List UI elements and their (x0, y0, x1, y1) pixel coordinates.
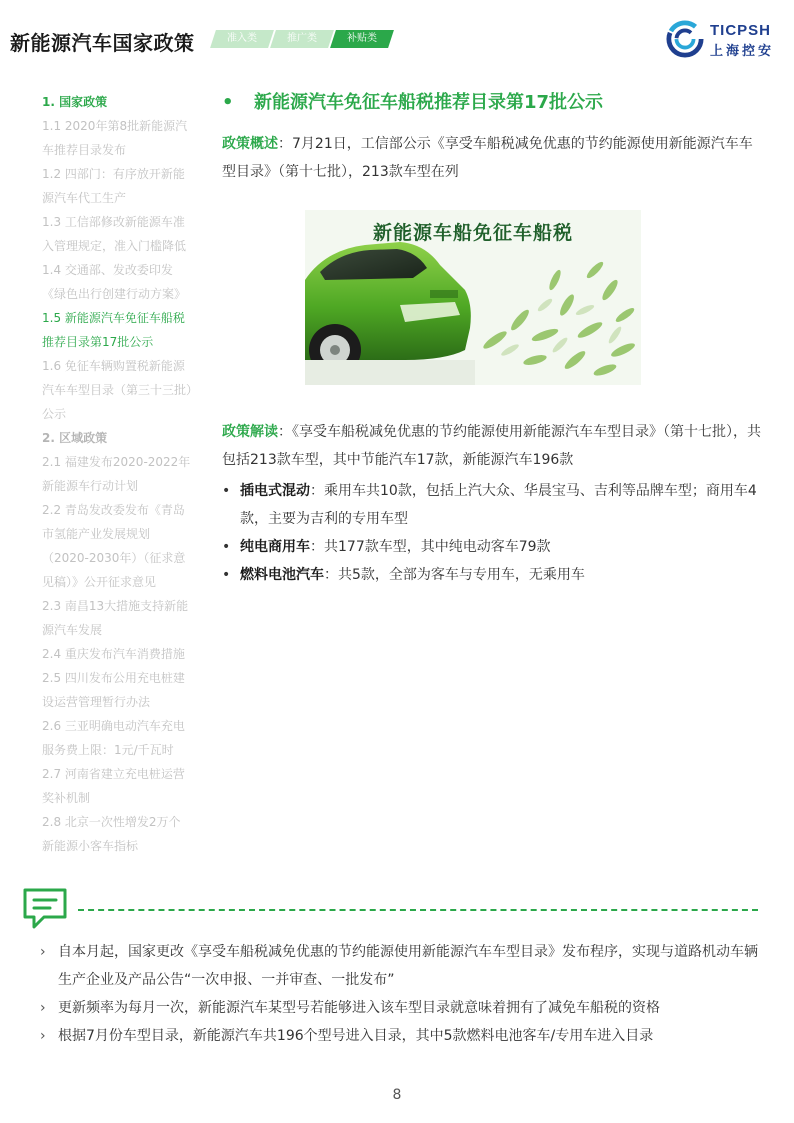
toc-item[interactable]: 入管理规定，准入门槛降低 (42, 239, 187, 253)
toc-item[interactable]: 服务费上限：1元/千瓦时 (42, 743, 174, 757)
note-text: 根据7月份车型目录，新能源汽车共196个型号进入目录，其中5款燃料电池客车/专用车进入目录 (58, 1028, 654, 1044)
list-item-label: 插电式混动 (240, 483, 310, 499)
toc-item[interactable]: 2.2 青岛发改委发布《青岛 (42, 503, 185, 517)
list-item-text: ：共177款车型，其中纯电动客车79款 (310, 539, 551, 555)
policy-overview (222, 130, 762, 186)
policy-interpretation (222, 418, 762, 474)
toc-item[interactable]: 新能源车行动计划 (42, 479, 139, 493)
chevron-right-icon: › (40, 944, 46, 960)
bullet-dot: • (222, 539, 231, 555)
toc-item[interactable]: 1.6 免征车辆购置税新能源 (42, 359, 185, 373)
toc-item[interactable]: 奖补机制 (42, 791, 91, 805)
toc-item[interactable]: 公示 (42, 407, 67, 421)
toc-item[interactable]: 1.1 2020年第8批新能源汽 (42, 119, 188, 133)
bullet-dot: • (222, 567, 231, 583)
section-heading (222, 88, 762, 118)
toc-item[interactable]: 2.1 福建发布2020-2022年 (42, 455, 191, 469)
toc-item[interactable]: 2.3 南昌13大措施支持新能 (42, 599, 189, 613)
toc-item-current[interactable]: 1.5 新能源汽车免征车船税 (42, 311, 185, 325)
toc-item[interactable]: 车推荐目录发布 (42, 143, 127, 157)
logo-swirl-icon (666, 20, 704, 58)
toc-item[interactable]: 1.3 工信部修改新能源车准 (42, 215, 185, 229)
table-of-contents (42, 90, 207, 858)
chevron-right-icon: › (40, 1028, 46, 1044)
tag-subsidy[interactable]: 补贴类 (330, 30, 394, 48)
tag-access[interactable]: 准入类 (210, 30, 274, 48)
overview-label: 政策概述 (222, 136, 278, 152)
car-illustration (305, 210, 641, 385)
category-tags (213, 30, 393, 48)
toc-item[interactable]: 2.4 重庆发布汽车消费措施 (42, 647, 185, 661)
toc-item[interactable]: 2.7 河南省建立充电桩运营 (42, 767, 185, 781)
dashed-divider (78, 909, 758, 911)
list-item (222, 533, 762, 561)
toc-item[interactable]: 2.6 三亚明确电动汽车充电 (42, 719, 185, 733)
tag-promotion[interactable]: 推广类 (270, 30, 334, 48)
toc-item[interactable]: 2.5 四川发布公用充电桩建 (42, 671, 185, 685)
note-text: 更新频率为每月一次，新能源汽车某型号若能够进入该车型目录就意味着拥有了减免车船税的资格 (58, 1000, 660, 1016)
list-item-text: ：共5款，全部为客车与专用车，无乘用车 (324, 567, 585, 583)
toc-section-national[interactable]: 1. 国家政策 (42, 95, 108, 109)
list-item-label: 燃料电池汽车 (240, 567, 324, 583)
interpretation-text: ：《享受车船税减免优惠的节约能源使用新能源汽车车型目录》（第十七批），共包括213款车型，其中节能汽车17款，新能源汽车196款 (222, 424, 761, 468)
toc-item[interactable]: （2020-2030年）（征求意 (42, 551, 186, 565)
note-item (40, 994, 760, 1022)
comment-icon (22, 887, 68, 931)
list-item-label: 纯电商用车 (240, 539, 310, 555)
heading-bullet: • (222, 92, 234, 113)
list-item-text: ：乘用车共10款，包括上汽大众、华晨宝马、吉利等品牌车型；商用车4款，主要为吉利的专用车型 (240, 483, 757, 527)
interpretation-label: 政策解读 (222, 424, 278, 440)
toc-item[interactable]: 设运营管理暂行办法 (42, 695, 151, 709)
toc-item[interactable]: 源汽车代工生产 (42, 191, 127, 205)
toc-item[interactable]: 1.2 四部门：有序放开新能 (42, 167, 185, 181)
toc-item[interactable]: 1.4 交通部、发改委印发 (42, 263, 173, 277)
toc-item[interactable]: 源汽车发展 (42, 623, 103, 637)
toc-item[interactable]: 市氢能产业发展规划 (42, 527, 151, 541)
toc-item[interactable]: 《绿色出行创建行动方案》 (42, 287, 187, 301)
toc-item[interactable]: 汽车车型目录（第三十三批） (42, 383, 199, 397)
company-logo (666, 20, 786, 60)
page-header (0, 0, 794, 80)
toc-item[interactable]: 见稿）》公开征求意见 (42, 575, 157, 589)
toc-item[interactable]: 2.8 北京一次性增发2万个 (42, 815, 181, 829)
note-text: 自本月起，国家更改《享受车船税减免优惠的节约能源使用新能源汽车车型目录》发布程序，实现与道路机动车辆生产企业及产品公告“一次申报、一并审查、一批发布” (58, 944, 758, 988)
logo-text-en: TICPSH (710, 22, 772, 39)
notes-list (40, 938, 760, 1050)
page-number: 8 (392, 1087, 402, 1103)
bullet-dot: • (222, 483, 231, 499)
main-content (222, 88, 762, 186)
overview-text: ：7月21日，工信部公示《享受车船税减免优惠的节约能源使用新能源汽车车型目录》（第十七批），213款车型在列 (222, 136, 753, 180)
chevron-right-icon: › (40, 1000, 46, 1016)
toc-item-current[interactable]: 推荐目录第17批公示 (42, 335, 154, 349)
list-item (222, 561, 762, 589)
vehicle-type-list (222, 477, 762, 589)
section-heading-text: 新能源汽车免征车船税推荐目录第17批公示 (254, 92, 604, 113)
page-title: 新能源汽车国家政策 (10, 31, 195, 55)
note-item (40, 1022, 760, 1050)
toc-item[interactable]: 新能源小客车指标 (42, 839, 139, 853)
list-item (222, 477, 762, 533)
logo-text-cn: 上海控安 (710, 44, 775, 59)
note-item (40, 938, 760, 994)
image-caption: 新能源车船免征车船税 (372, 222, 573, 244)
toc-section-regional[interactable]: 2. 区域政策 (42, 431, 108, 445)
